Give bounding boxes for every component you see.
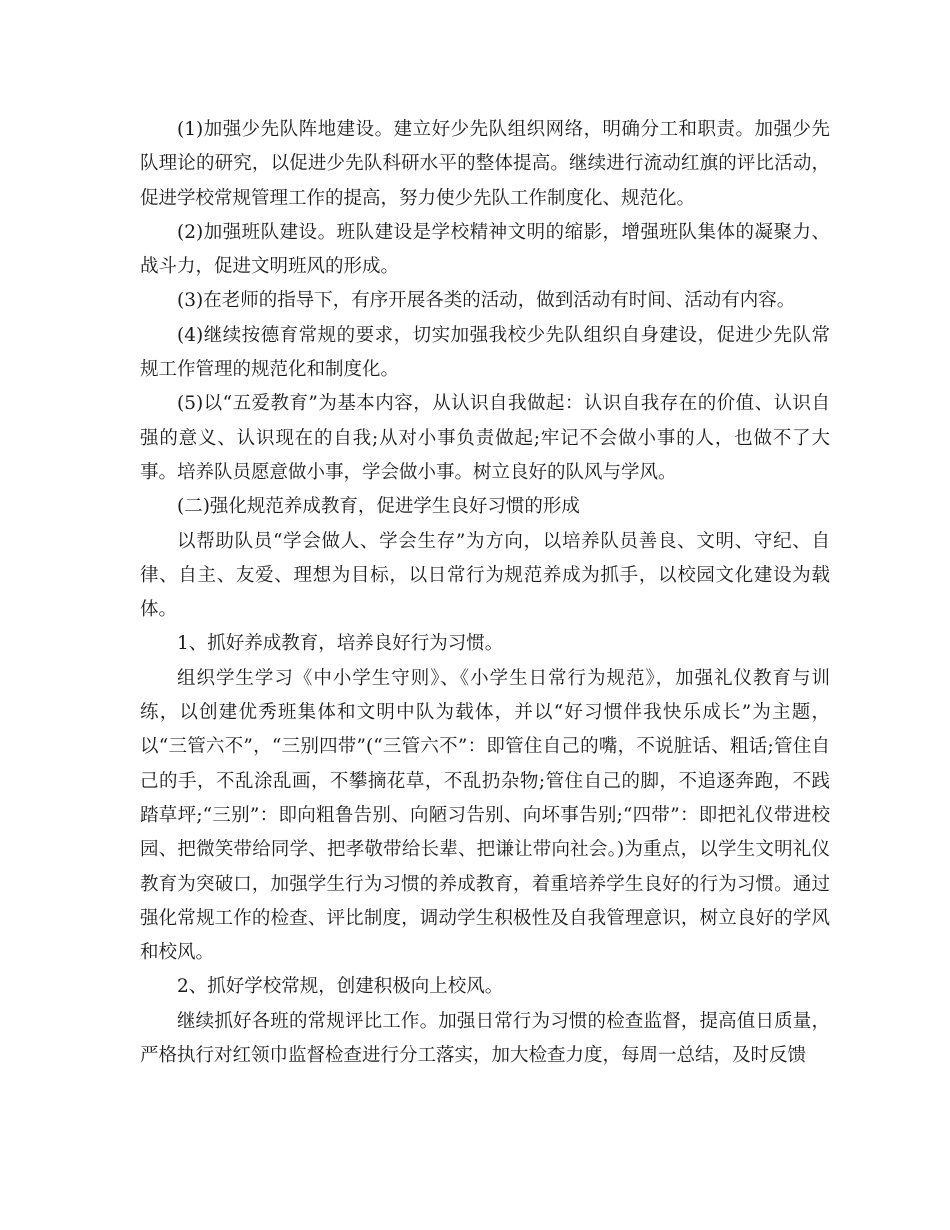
paragraph-4: (4)继续按德育常规的要求，切实加强我校少先队组织自身建设，促进少先队常规工作管理的规范化和制度化。 — [140, 324, 830, 381]
section-heading: (二)强化规范养成教育，促进学生良好习惯的形成 — [177, 496, 580, 518]
paragraph-2: (2)加强班队建设。班队建设是学校精神文明的缩影，增强班队集体的凝聚力、战斗力，促进文明班风的形成。 — [140, 221, 830, 278]
subheading-1: 1、抓好养成教育，培养良好行为习惯。 — [177, 633, 504, 655]
paragraph-7: 以帮助队员“学会做人、学会生存”为方向，以培养队员善良、文明、守纪、自律、自主、友爱、理想为目标，以日常行为规范养成为抓手，以校园文化建设为载体。 — [140, 530, 830, 621]
paragraph-5: (5)以“五爱教育”为基本内容，从认识自我做起：认识自我存在的价值、认识自强的意义、认识现在的自我;从对小事负责做起;牢记不会做小事的人，也做不了大事。培养队员愿意做小事，学会做小事。树立良好的队风与学风。 — [140, 393, 830, 483]
paragraph-3: (3)在老师的指导下，有序开展各类的活动，做到活动有时间、活动有内容。 — [177, 290, 796, 312]
document-body — [140, 113, 830, 1073]
paragraph-11: 继续抓好各班的常规评比工作。加强日常行为习惯的检查监督，提高值日质量，严格执行对红领巾监督检查进行分工落实，加大检查力度，每周一总结，及时反馈 — [140, 1010, 830, 1067]
paragraph-1: (1)加强少先队阵地建设。建立好少先队组织网络，明确分工和职责。加强少先队理论的研究，以促进少先队科研水平的整体提高。继续进行流动红旗的评比活动，促进学校常规管理工作的提高，努力使少先队工作制度化、规范化。 — [140, 119, 830, 209]
subheading-2: 2、抓好学校常规，创建积极向上校风。 — [177, 976, 504, 998]
paragraph-9: 组织学生学习《中小学生守则》、《小学生日常行为规范》，加强礼仪教育与训练，以创建优秀班集体和文明中队为载体，并以“好习惯伴我快乐成长”为主题，以“三管六不”，“三别四带”(“三管六不”：即管住自己的嘴，不说脏话、粗话;管住自己的手，不乱涂乱画，不攀摘花草，不乱扔杂物;管住自己的脚，不追逐奔跑，不践踏草坪;“三别”：即向粗鲁告别、向陋习告别、向坏事告别;“四带”：即把礼仪带进校园、把微笑带给同学、把孝敬带给长辈、把谦让带向社会。)为重点，以学生文明礼仪教育为突破口，加强学生行为习惯的养成教育，着重培养学生良好的行为习惯。通过强化常规工作的检查、评比制度，调动学生积极性及自我管理意识，树立良好的学风和校风。 — [140, 667, 830, 964]
